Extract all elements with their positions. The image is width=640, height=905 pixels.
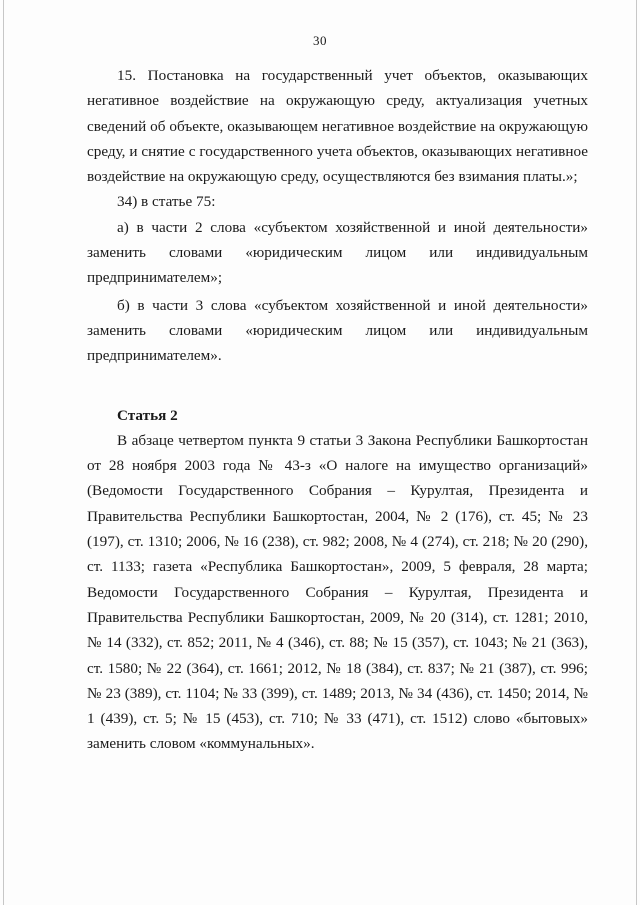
article-2-heading: Статья 2: [117, 406, 178, 424]
article-2-text: В абзаце четвертом пункта 9 статьи 3 Закона Республики Башкортостан от 28 ноября 2003 года № 43-з «О налоге на имущество организаций» (Ведомости Государственного Собрания – Курултая, Президента и Правительства Республики Башкортостан, 2004, № 2 (176), ст. 45; № 23 (197), ст. 1310; 2006, № 16 (238), ст. 982; 2008, № 4 (274), ст. 218; № 20 (290), ст. 1133; газета «Республика Башкортостан», 2009, 5 февраля, 28 марта; Ведомости Государственного Собрания – Курултая, Президента и Правительства Республики Башкортостан, 2009, № 20 (314), ст. 1281; 2010, № 14 (332), ст. 852; 2011, № 4 (346), ст. 88; № 15 (357), ст. 1043; № 21 (363), ст. 1580; № 22 (364), ст. 1661; 2012, № 18 (384), ст. 837; № 21 (387), ст. 996; № 23 (389), ст. 1104; № 33 (399), ст. 1489; 2013, № 34 (436), ст. 1450; 2014, № 1 (439), ст. 5; № 15 (453), ст. 710; № 33 (471), ст. 1512) слово «бытовых» заменить словом «коммунальных».: [87, 431, 588, 753]
paragraph-article-75: 34) в статье 75:: [117, 193, 216, 211]
scan-edge-right: [636, 0, 637, 905]
document-body: [87, 63, 588, 757]
paragraph-part-3-amendment: б) в части 3 слова «субъектом хозяйственной и иной деятельности» заменить словами «юридическим лицом или индивидуальным предпринимателем».: [87, 296, 588, 365]
paragraph-registration-free: 15. Постановка на государственный учет объектов, оказывающих негативное воздействие на окружающую среду, актуализация учетных сведений об объекте, оказывающем негативное воздействие на окружающую среду, и снятие с государственного учета объектов, оказывающих негативное воздействие на окружающую среду, осуществляются без взимания платы.»;: [87, 67, 588, 186]
paragraph-part-2-amendment: а) в части 2 слова «субъектом хозяйственной и иной деятельности» заменить словами «юридическим лицом или индивидуальным предпринимателем»;: [87, 218, 588, 287]
page-number: 30: [313, 33, 327, 48]
scan-edge-left: [3, 0, 4, 905]
